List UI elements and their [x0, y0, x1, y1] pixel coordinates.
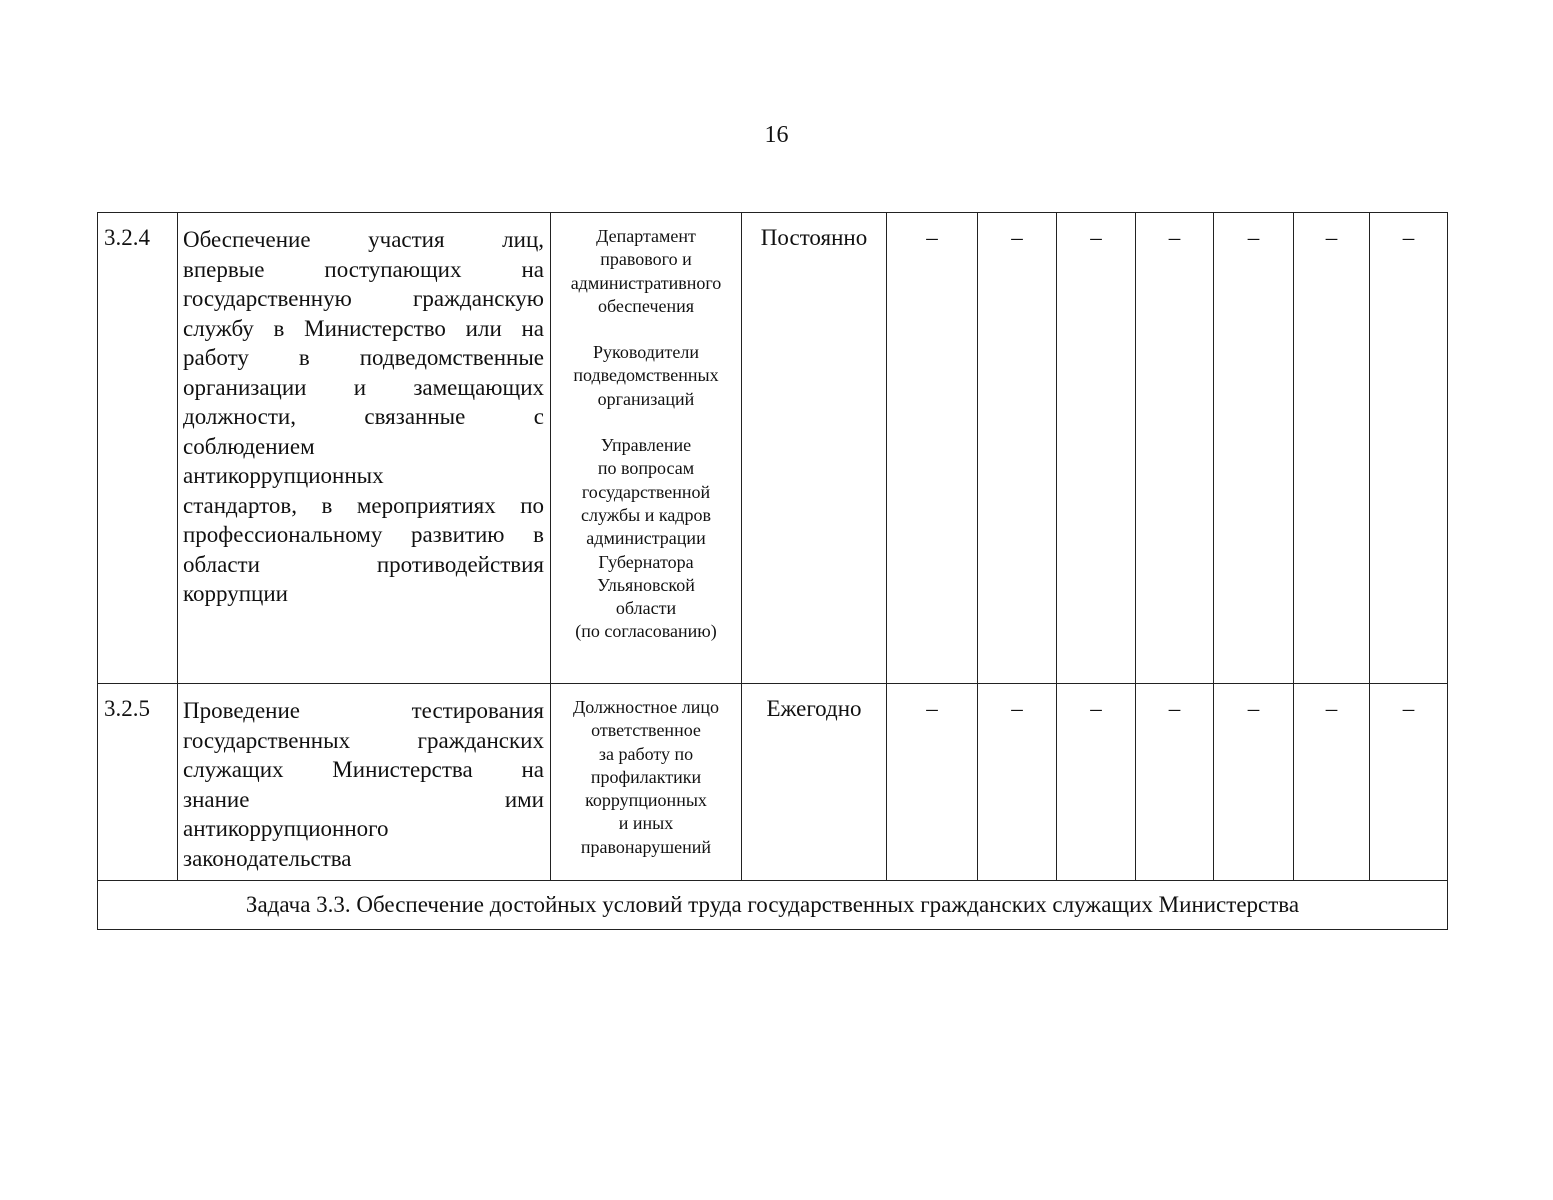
page-number: 16 — [764, 122, 789, 148]
value-cell: – — [1057, 213, 1136, 684]
responsible-executors — [551, 684, 742, 881]
value-cell: – — [887, 213, 978, 684]
responsible-line: за работу по — [598, 743, 694, 764]
responsible-line: службы и кадров — [581, 504, 711, 525]
measures-table — [97, 212, 1448, 930]
row-number: 3.2.4 — [98, 213, 178, 684]
description-line: службу в Министерство или на — [183, 315, 544, 341]
responsible-line: подведомственных — [573, 365, 719, 386]
description-line: антикоррупционного — [183, 816, 389, 841]
value-cell: – — [1136, 684, 1214, 881]
responsible-line: государственной — [581, 481, 711, 502]
table-row — [98, 684, 1448, 881]
row-number: 3.2.5 — [98, 684, 178, 881]
responsible-line: Департамент — [596, 226, 696, 246]
responsible-line: по вопросам — [597, 458, 695, 479]
value-cell: – — [887, 684, 978, 881]
description-line: работу в подведомственные — [183, 345, 544, 370]
description-line: знание ими — [183, 786, 544, 812]
task-row — [98, 881, 1448, 930]
responsible-line: обеспечения — [597, 295, 695, 316]
description-line: области противодействия — [183, 551, 544, 577]
responsible-line: Ульяновской — [597, 574, 695, 595]
description-line: соблюдением — [183, 433, 315, 459]
responsible-line: правового и — [600, 249, 692, 270]
measure-description — [178, 213, 551, 684]
responsible-line: и иных — [618, 813, 674, 834]
description-line: впервые поступающих на — [183, 256, 544, 282]
task-heading: Задача 3.3. Обеспечение достойных условий труда государственных гражданских служащих Министерства — [98, 881, 1448, 930]
responsible-line: организаций — [597, 388, 695, 409]
responsible-line: Управление — [600, 435, 692, 456]
value-cell: – — [1370, 684, 1448, 881]
responsible-line: (по согласованию) — [575, 621, 717, 642]
value-cell: – — [1370, 213, 1448, 684]
measure-description — [178, 684, 551, 881]
responsible-line: административного — [570, 272, 722, 293]
responsible-line: администрации — [586, 528, 706, 549]
description-line: стандартов, в мероприятиях по — [183, 492, 544, 518]
value-cell: – — [1214, 684, 1294, 881]
value-cell: – — [978, 684, 1057, 881]
value-cell: – — [978, 213, 1057, 684]
description-line: Обеспечение участия лиц, — [183, 227, 544, 252]
responsible-gap — [553, 411, 739, 434]
value-cell: – — [1214, 213, 1294, 684]
description-line: коррупции — [183, 581, 288, 606]
description-line: законодательства — [183, 845, 352, 871]
execution-term: Постоянно — [742, 213, 887, 684]
responsible-line: Руководители — [593, 342, 699, 363]
value-cell: – — [1057, 684, 1136, 881]
description-line: служащих Министерства на — [183, 757, 544, 782]
responsible-executors — [551, 213, 742, 684]
description-line: организации и замещающих — [183, 374, 544, 400]
description-line: Проведение тестирования — [183, 698, 544, 723]
description-line: должности, связанные с — [183, 404, 544, 429]
responsible-line: области — [615, 598, 677, 619]
responsible-line: профилактики — [590, 766, 702, 787]
table-row — [98, 213, 1448, 684]
value-cell: – — [1294, 213, 1370, 684]
responsible-gap — [553, 318, 739, 341]
description-line: антикоррупционных — [183, 463, 384, 488]
responsible-line: Губернатора — [598, 551, 694, 572]
description-line: государственную гражданскую — [183, 286, 544, 311]
value-cell: – — [1294, 684, 1370, 881]
value-cell: – — [1136, 213, 1214, 684]
responsible-line: коррупционных — [585, 790, 707, 811]
execution-term: Ежегодно — [742, 684, 887, 881]
description-line: государственных гражданских — [183, 727, 544, 753]
responsible-line: ответственное — [591, 720, 701, 741]
responsible-line: Должностное лицо — [573, 697, 719, 717]
responsible-line: правонарушений — [580, 836, 712, 857]
description-line: профессиональному развитию в — [183, 522, 544, 547]
